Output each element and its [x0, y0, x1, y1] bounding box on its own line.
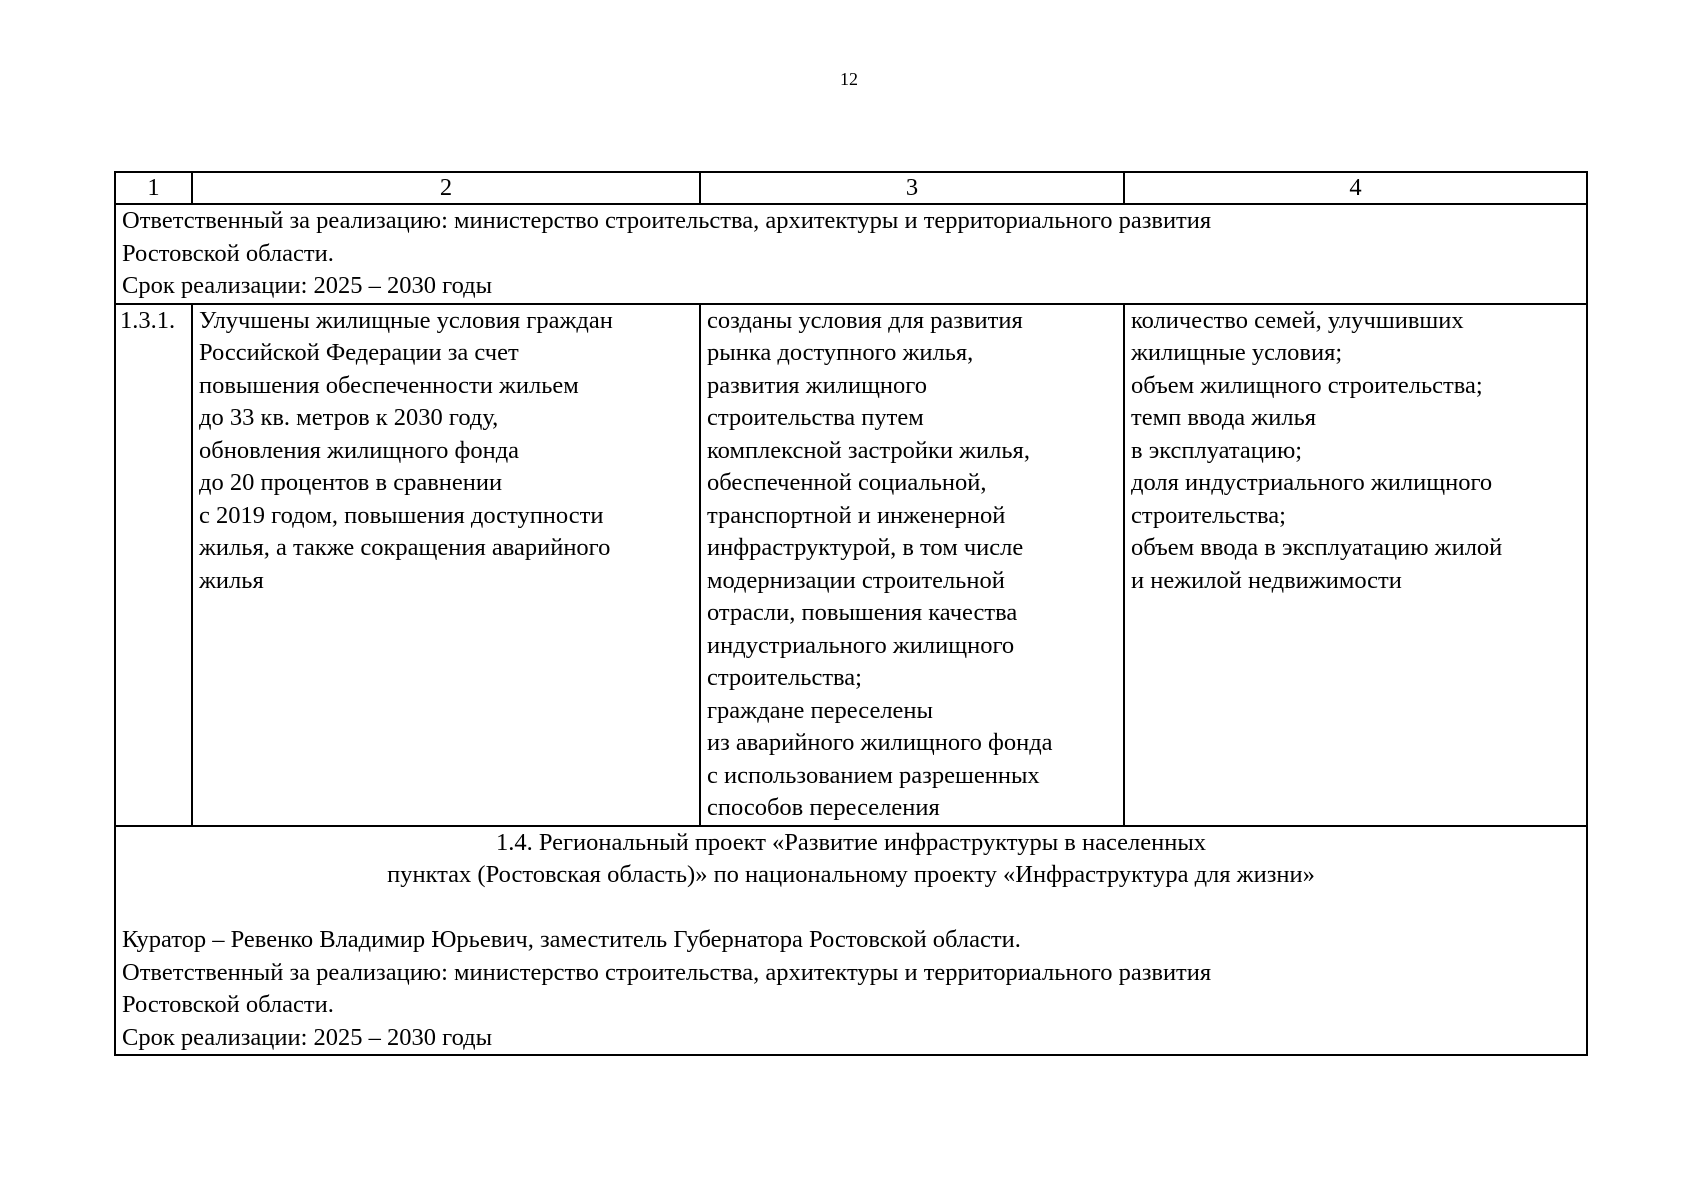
project-section-cell [115, 826, 1587, 1056]
indicator-line: объем жилищного строительства; [1131, 371, 1483, 399]
goal-line: обновления жилищного фонда [199, 436, 520, 464]
row-result-cell [700, 304, 1124, 826]
column-header-1: 1 [115, 172, 192, 204]
result-line: комплексной застройки жилья, [707, 436, 1030, 464]
result-line: строительства; [707, 664, 862, 691]
blank-line [122, 892, 1580, 925]
project-section-row [115, 826, 1587, 1056]
goal-line: до 33 кв. метров к 2030 году, [199, 404, 499, 431]
result-line: отрасли, повышения качества [707, 599, 1018, 626]
goal-line: повышения обеспеченности жильем [199, 371, 579, 399]
indicator-line: объем ввода в эксплуатацию жилой [1131, 534, 1503, 561]
column-header-2: 2 [192, 172, 700, 204]
table-row [115, 304, 1587, 826]
result-line: граждане переселены [707, 696, 933, 724]
project-curator-line: Куратор – Ревенко Владимир Юрьевич, заместитель Губернатора Ростовской области. [122, 926, 1021, 953]
indicator-line: строительства; [1131, 501, 1286, 529]
column-header-4: 4 [1124, 172, 1587, 204]
table-header-row [115, 172, 1587, 204]
indicator-line: в эксплуатацию; [1131, 436, 1303, 464]
result-line: способов переселения [707, 794, 940, 821]
goal-line: до 20 процентов в сравнении [199, 469, 503, 496]
section-region-line: Ростовской области. [122, 239, 334, 267]
row-goal-cell [192, 304, 700, 826]
goal-line: жилья [199, 566, 264, 594]
result-line: строительства путем [707, 404, 924, 431]
result-line: обеспеченной социальной, [707, 469, 987, 496]
goal-line: Российской Федерации за счет [199, 339, 519, 366]
goal-line: с 2019 годом, повышения доступности [199, 501, 604, 529]
indicator-line: доля индустриального жилищного [1131, 469, 1493, 496]
row-indicator-cell [1124, 304, 1587, 826]
result-line: инфраструктурой, в том числе [707, 534, 1024, 561]
project-responsible-line: Ответственный за реализацию: министерство строительства, архитектуры и территориального развития [122, 958, 1212, 986]
section-term-line: Срок реализации: 2025 – 2030 годы [122, 272, 493, 299]
project-title-line: 1.4. Региональный проект «Развитие инфраструктуры в населенных [495, 828, 1207, 856]
column-header-3: 3 [700, 172, 1124, 204]
result-line: из аварийного жилищного фонда [707, 729, 1053, 756]
indicator-line: темп ввода жилья [1131, 404, 1317, 431]
project-region-line: Ростовской области. [122, 991, 334, 1018]
indicator-line: и нежилой недвижимости [1131, 566, 1402, 594]
project-term-line: Срок реализации: 2025 – 2030 годы [122, 1023, 493, 1051]
goal-line: жилья, а также сокращения аварийного [199, 534, 611, 561]
goal-line: Улучшены жилищные условия граждан [199, 306, 613, 334]
project-title-line: пунктах (Ростовская область)» по национальному проекту «Инфраструктура для жизни» [387, 861, 1315, 888]
result-line: с использованием разрешенных [707, 761, 1040, 789]
result-line: модернизации строительной [707, 566, 1005, 594]
result-line: транспортной и инженерной [707, 501, 1006, 529]
result-line: созданы условия для развития [707, 306, 1023, 334]
result-line: индустриального жилищного [707, 631, 1015, 659]
result-line: развития жилищного [707, 371, 927, 399]
document-table [114, 171, 1588, 1056]
result-line: рынка доступного жилья, [707, 339, 974, 366]
row-number: 1.3.1. [115, 304, 192, 826]
page-number: 12 [840, 69, 858, 89]
section-header-row [115, 204, 1587, 304]
indicator-line: жилищные условия; [1131, 339, 1343, 366]
indicator-line: количество семей, улучшивших [1131, 306, 1464, 334]
section-header-cell [115, 204, 1587, 304]
section-responsible-line: Ответственный за реализацию: министерство строительства, архитектуры и территориального развития [122, 207, 1212, 234]
